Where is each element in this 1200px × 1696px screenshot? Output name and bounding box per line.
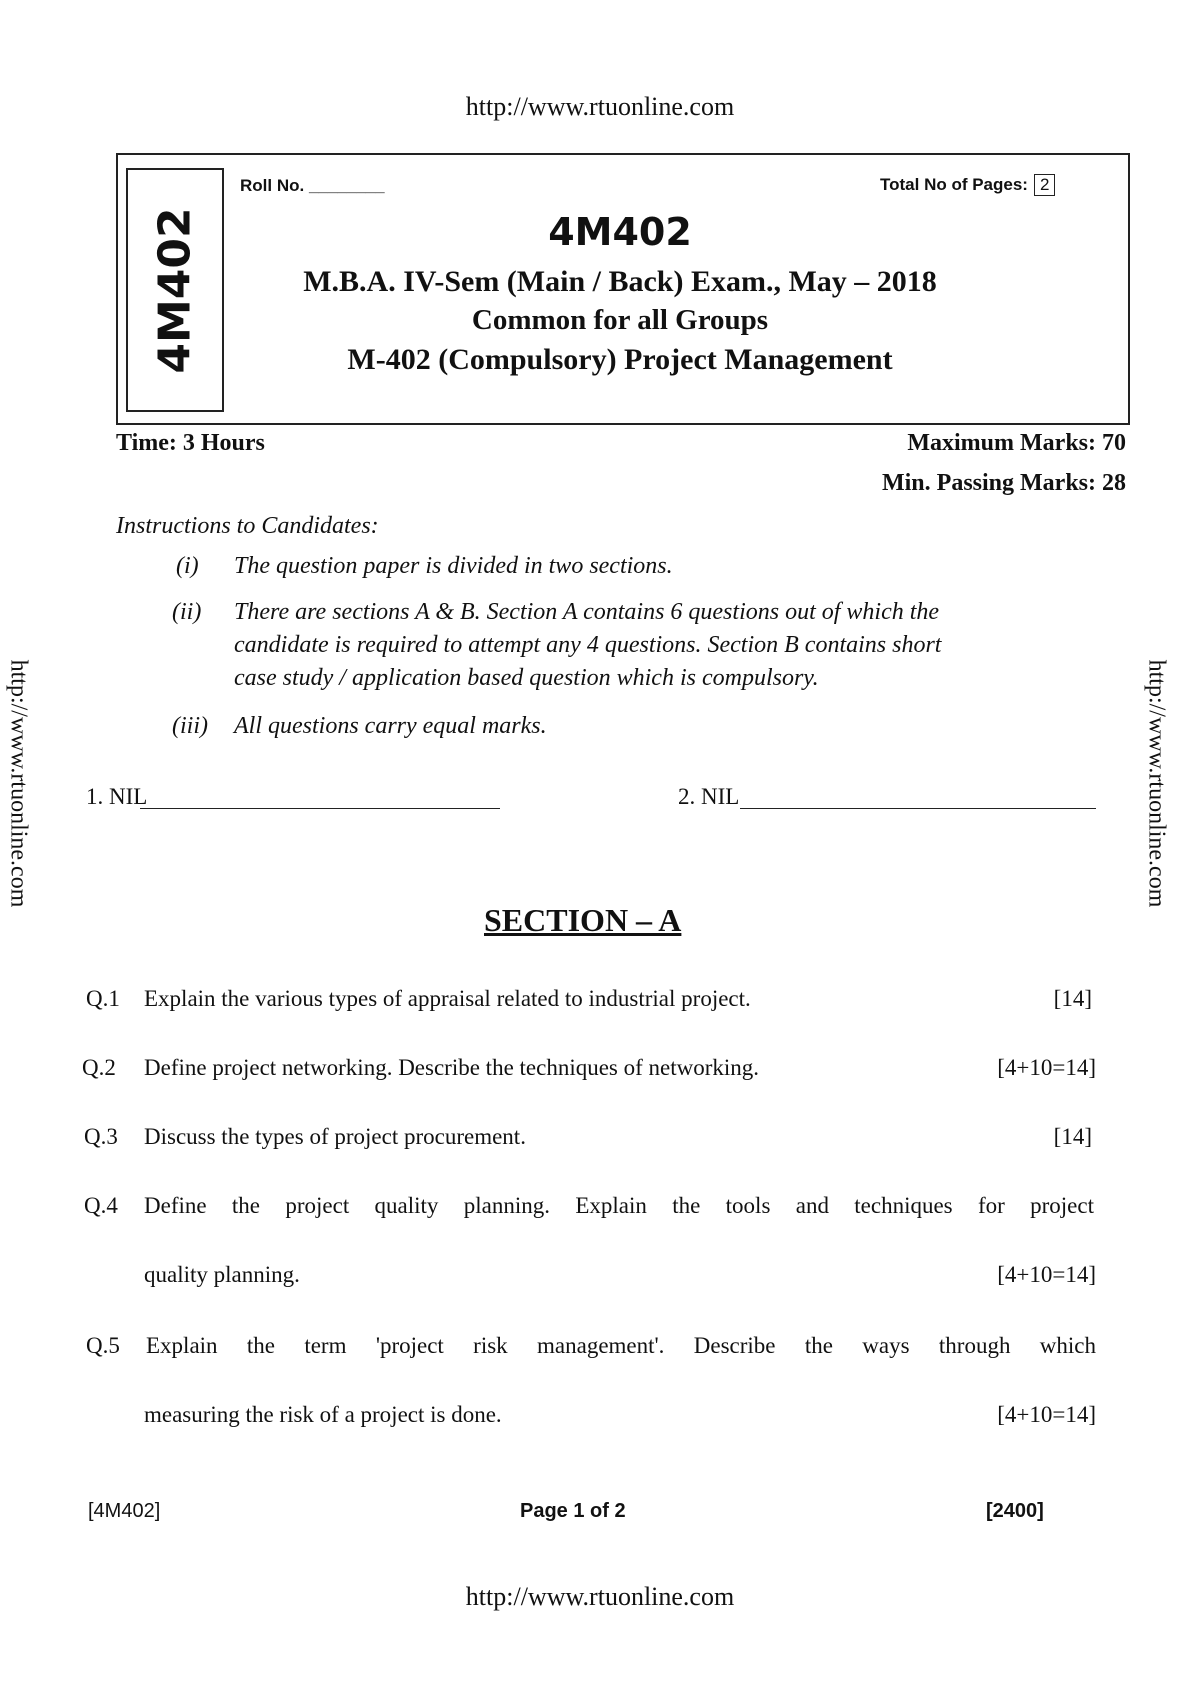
total-pages-label: Total No of Pages:	[880, 175, 1028, 194]
instruction-num: (iii)	[172, 713, 208, 739]
material-1: 1. NIL	[86, 784, 148, 809]
question-number: Q.3	[84, 1124, 118, 1149]
exam-code: 4M402	[548, 210, 692, 254]
total-pages	[880, 174, 1055, 196]
question-marks: [4+10=14]	[997, 1262, 1096, 1287]
total-pages-value: 2	[1034, 174, 1055, 196]
footer-paper-code: [4M402]	[88, 1500, 161, 1522]
question-number: Q.5	[86, 1333, 120, 1358]
question-text: Define the project quality planning. Explain the tools and techniques for project	[144, 1193, 1094, 1218]
left-side-url[interactable]: http://www.rtuonline.com	[5, 659, 32, 908]
instruction-num: (i)	[176, 553, 199, 579]
min-passing-marks: Min. Passing Marks: 28	[881, 470, 1126, 496]
side-code: 4M402	[149, 206, 201, 374]
roll-no-label: Roll No. ________	[240, 176, 385, 195]
question-number: Q.2	[82, 1055, 116, 1080]
material-2: 2. NIL	[678, 784, 740, 809]
question-text: Discuss the types of project procurement.	[144, 1124, 526, 1149]
instruction-text: case study / application based question which is compulsory.	[234, 665, 819, 691]
max-marks: Maximum Marks: 70	[907, 430, 1126, 456]
question-text: Explain the various types of appraisal related to industrial project.	[144, 986, 751, 1011]
question-number: Q.4	[84, 1193, 118, 1218]
exam-title: M.B.A. IV-Sem (Main / Back) Exam., May – 2018	[303, 265, 937, 298]
question-text-continued: measuring the risk of a project is done.	[144, 1402, 502, 1427]
instruction-text: There are sections A & B. Section A contains 6 questions out of which the	[234, 599, 940, 625]
instruction-num: (ii)	[172, 599, 202, 625]
instruction-text: candidate is required to attempt any 4 questions. Section B contains short	[234, 632, 942, 658]
material-1-rule	[140, 808, 500, 809]
question-text-continued: quality planning.	[144, 1262, 300, 1287]
instruction-text: The question paper is divided in two sections.	[234, 553, 673, 579]
bottom-url[interactable]: http://www.rtuonline.com	[465, 1582, 735, 1611]
footer-copies: [2400]	[986, 1500, 1044, 1522]
question-marks: [4+10=14]	[997, 1055, 1096, 1080]
question-number: Q.1	[86, 986, 120, 1011]
subject-line: M-402 (Compulsory) Project Management	[347, 343, 893, 376]
question-marks: [4+10=14]	[997, 1402, 1096, 1427]
side-code-box	[126, 168, 224, 412]
question-marks: [14]	[1053, 986, 1092, 1011]
groups-line: Common for all Groups	[471, 304, 769, 336]
question-marks: [14]	[1053, 1124, 1092, 1149]
time-label: Time: 3 Hours	[116, 430, 265, 456]
material-2-rule	[740, 808, 1096, 809]
section-a-title: SECTION – A	[484, 902, 682, 938]
footer-page-number: Page 1 of 2	[520, 1500, 626, 1522]
question-text: Explain the term 'project risk management'. Describe the ways through which	[146, 1333, 1096, 1358]
instructions-heading: Instructions to Candidates:	[116, 513, 379, 539]
question-text: Define project networking. Describe the techniques of networking.	[144, 1055, 760, 1080]
instruction-text: All questions carry equal marks.	[234, 713, 547, 739]
right-side-url[interactable]: http://www.rtuonline.com	[1143, 659, 1170, 908]
top-url[interactable]: http://www.rtuonline.com	[465, 92, 735, 121]
